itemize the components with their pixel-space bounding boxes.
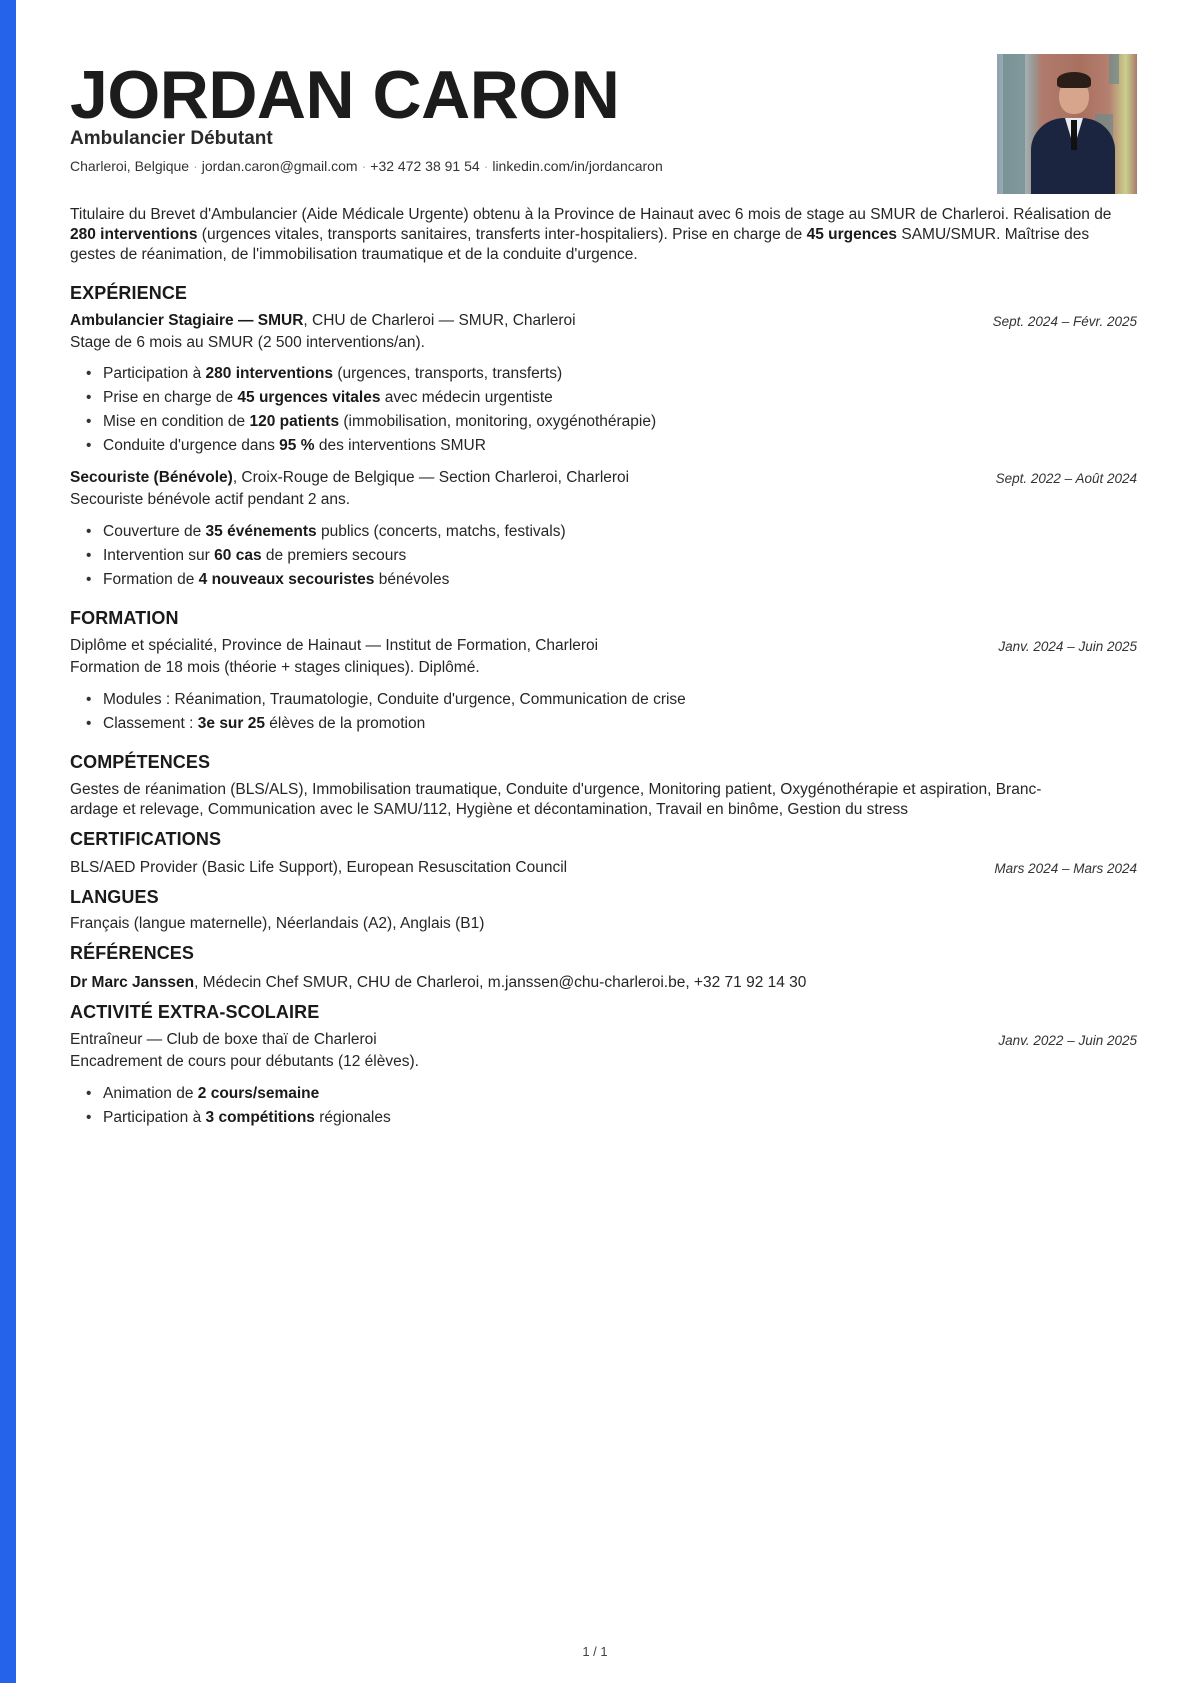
list-item: • Participation à 280 interventions (urgences, transports, transferts) — [103, 362, 656, 386]
profile-summary: Titulaire du Brevet d'Ambulancier (Aide Médicale Urgente) obtenu à la Province de Hainaut avec 6 mois de stage au SMUR de Charleroi. Réalisation de 280 interventions (urgences vitales, transports sanitaires, transferts inter-hospitaliers). Prise en charge de 45 urgences SAMU/SMUR. Maîtrise des gestes de réanimation, de l'immobilisation traumatique et de la conduite d'urgence. — [70, 206, 1112, 263]
list-item: • Intervention sur 60 cas de premiers secours — [103, 544, 566, 568]
formation-line: Diplôme et spécialité, Province de Hainaut — Institut de Formation, Charleroi — [70, 637, 599, 654]
contact-linkedin[interactable]: linkedin.com/in/jordancaron — [492, 158, 663, 174]
certification-line: BLS/AED Provider (Basic Life Support), European Resuscitation Council — [70, 859, 568, 876]
page-number: 1 / 1 — [582, 1644, 608, 1659]
list-item: • Mise en condition de 120 patients (immobilisation, monitoring, oxygénothérapie) — [103, 410, 656, 434]
reference-name: Dr Marc Janssen — [70, 974, 195, 991]
experience-entry-header — [70, 311, 1137, 331]
contact-phone[interactable]: +32 472 38 91 54 — [370, 158, 480, 174]
section-title-certifications: CERTIFICATIONS — [70, 829, 222, 849]
experience-org: , Croix-Rouge de Belgique — Section Charleroi, Charleroi — [232, 469, 630, 486]
experience-bullets — [103, 362, 656, 458]
experience-description: Stage de 6 mois au SMUR (2 500 interventions/an). — [70, 334, 425, 351]
job-title: Ambulancier Débutant — [70, 128, 273, 149]
accent-side-bar — [0, 0, 16, 1683]
list-item: • Couverture de 35 événements publics (concerts, matchs, festivals) — [103, 520, 566, 544]
experience-org: , CHU de Charleroi — SMUR, Charleroi — [303, 312, 576, 329]
list-item: • Modules : Réanimation, Traumatologie, Conduite d'urgence, Communication de crise — [103, 688, 686, 712]
extra-bullets — [103, 1082, 391, 1130]
extra-line: Entraîneur — Club de boxe thaï de Charleroi — [70, 1031, 377, 1048]
list-item: • Prise en charge de 45 urgences vitales avec médecin urgentiste — [103, 386, 656, 410]
separator: · — [483, 158, 489, 174]
list-item: • Participation à 3 compétitions régionales — [103, 1106, 391, 1130]
contact-email[interactable]: jordan.caron@gmail.com — [201, 158, 358, 174]
formation-entry-header — [70, 636, 1137, 656]
section-title-experience: EXPÉRIENCE — [70, 283, 188, 303]
section-title-references: RÉFÉRENCES — [70, 943, 195, 963]
contact-line — [70, 156, 663, 176]
reference-entry — [70, 973, 1137, 993]
section-title-formation: FORMATION — [70, 608, 179, 628]
section-title-competences: COMPÉTENCES — [70, 752, 211, 772]
experience-bullets — [103, 520, 566, 592]
list-item: • Conduite d'urgence dans 95 % des interventions SMUR — [103, 434, 656, 458]
extra-dates: Janv. 2022 – Juin 2025 — [998, 1033, 1137, 1048]
list-item: • Classement : 3e sur 25 élèves de la promotion — [103, 712, 686, 736]
skills-line-2: ardage et relevage, Communication avec le SAMU/112, Hygiène et décontamination, Travail en binôme, Gestion du stress — [70, 801, 909, 818]
list-item: • Animation de 2 cours/semaine — [103, 1082, 391, 1106]
list-item: • Formation de 4 nouveaux secouristes bénévoles — [103, 568, 566, 592]
contact-location: Charleroi, Belgique — [70, 158, 190, 174]
formation-bullets — [103, 688, 686, 736]
certification-entry — [70, 858, 1137, 878]
experience-role: Ambulancier Stagiaire — SMUR — [70, 312, 304, 329]
languages-line: Français (langue maternelle), Néerlandais (A2), Anglais (B1) — [70, 915, 485, 932]
candidate-name: JORDAN CARON — [70, 57, 620, 133]
extra-entry-header — [70, 1030, 1137, 1050]
formation-dates: Janv. 2024 – Juin 2025 — [998, 639, 1137, 654]
experience-dates: Sept. 2024 – Févr. 2025 — [992, 314, 1137, 329]
extra-description: Encadrement de cours pour débutants (12 élèves). — [70, 1053, 419, 1070]
certification-dates: Mars 2024 – Mars 2024 — [994, 861, 1137, 876]
separator: · — [193, 158, 198, 174]
experience-dates: Sept. 2022 – Août 2024 — [995, 471, 1137, 486]
experience-role: Secouriste (Bénévole) — [70, 469, 233, 486]
reference-details: , Médecin Chef SMUR, CHU de Charleroi, m.janssen@chu-charleroi.be, +32 71 92 14 30 — [194, 974, 807, 991]
experience-entry-header — [70, 468, 1137, 488]
section-title-extra: ACTIVITÉ EXTRA-SCOLAIRE — [70, 1002, 320, 1022]
skills-line-1: Gestes de réanimation (BLS/ALS), Immobilisation traumatique, Conduite d'urgence, Monitoring patient, Oxygénothérapie et aspiration, Branc- — [70, 781, 1042, 798]
separator: · — [361, 158, 367, 174]
section-title-langues: LANGUES — [70, 887, 159, 907]
formation-description: Formation de 18 mois (théorie + stages cliniques). Diplômé. — [70, 659, 480, 676]
experience-description: Secouriste bénévole actif pendant 2 ans. — [70, 491, 351, 508]
profile-photo — [997, 54, 1137, 194]
